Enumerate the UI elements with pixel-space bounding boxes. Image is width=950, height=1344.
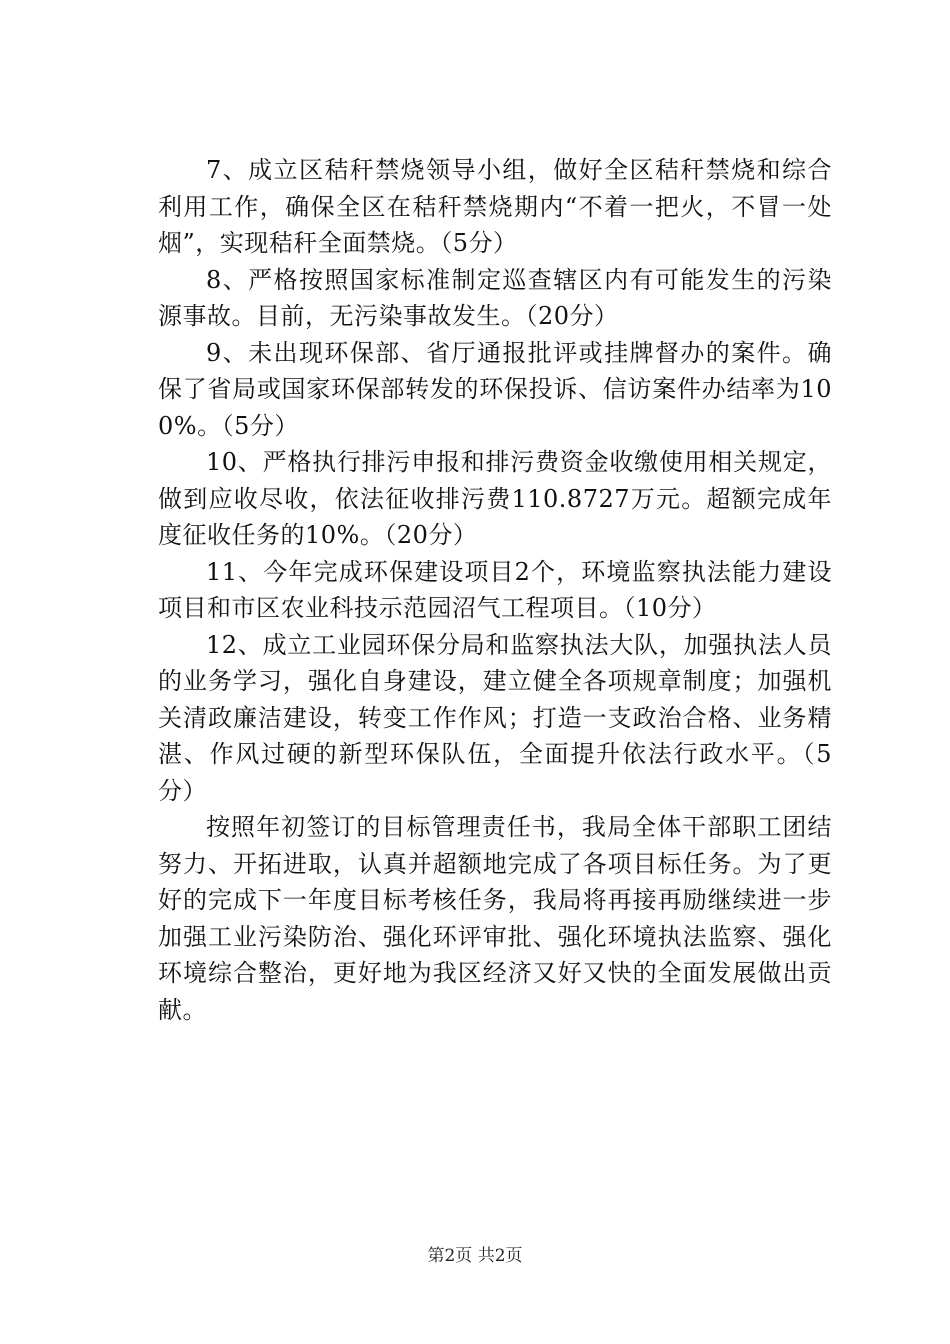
paragraph-item-9: 9、未出现环保部、省厅通报批评或挂牌督办的案件。确保了省局或国家环保部转发的环保投诉、信访案件办结率为100%。（5分）: [158, 338, 832, 440]
paragraph-item-8: 8、严格按照国家标准制定巡查辖区内有可能发生的污染源事故。目前，无污染事故发生。（20分）: [158, 265, 832, 330]
paragraph-item-11: 11、今年完成环保建设项目2个，环境监察执法能力建设项目和市区农业科技示范园沼气工程项目。（10分）: [158, 557, 832, 622]
document-body: [158, 152, 832, 1028]
paragraph-conclusion: 按照年初签订的目标管理责任书，我局全体干部职工团结努力、开拓进取，认真并超额地完成了各项目标任务。为了更好的完成下一年度目标考核任务，我局将再接再励继续进一步加强工业污染防治、强化环评审批、强化环境执法监察、强化环境综合整治，更好地为我区经济又好又快的全面发展做出贡献。: [158, 813, 832, 1024]
paragraph-item-7: 7、成立区秸秆禁烧领导小组，做好全区秸秆禁烧和综合利用工作，确保全区在秸秆禁烧期内“不着一把火，不冒一处烟”，实现秸秆全面禁烧。（5分）: [158, 156, 832, 257]
paragraph-item-10: 10、严格执行排污申报和排污费资金收缴使用相关规定，做到应收尽收，依法征收排污费110.8727万元。超额完成年度征收任务的10%。（20分）: [158, 448, 832, 549]
paragraph-item-12: 12、成立工业园环保分局和监察执法大队，加强执法人员的业务学习，强化自身建设，建立健全各项规章制度；加强机关清政廉洁建设，转变工作作风；打造一支政治合格、业务精湛、作风过硬的新型环保队伍，全面提升依法行政水平。（5分）: [158, 630, 832, 805]
page-number-footer: 第2页 共2页: [427, 1246, 523, 1266]
